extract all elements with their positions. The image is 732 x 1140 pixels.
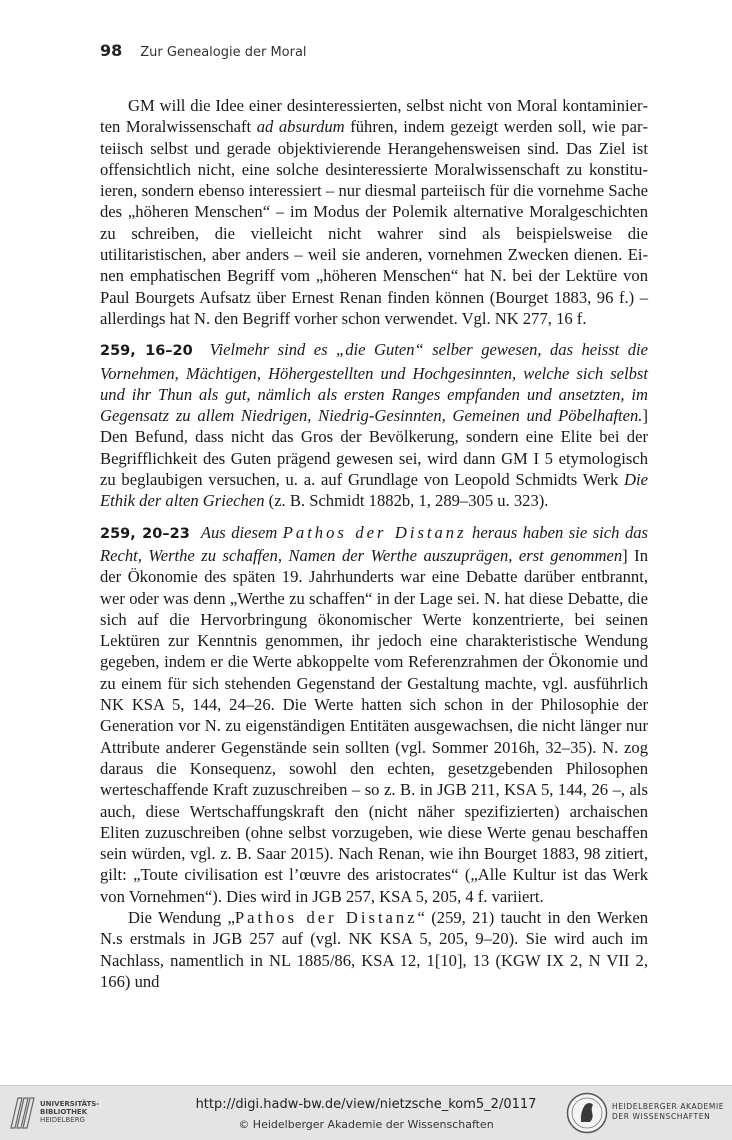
paragraph-intro — [100, 95, 648, 329]
spaced-phrase: Pathos der Distanz — [234, 907, 418, 927]
italic-title: Die Ethik der alten Griechen — [100, 470, 648, 511]
academy-line: HEIDELBERGER AKADEMIE — [612, 1102, 725, 1111]
lemma-reference: 259, 20–23 — [100, 525, 190, 542]
commentary-text: ] Den Befund, dass nicht das Gros der Bevölkerung, sondern eine Elite bei der Begrifflichkeit des Guten prägend gewesen sei, wird dann GM I 5 etymologisch zu beglaubigen versuchen, u. a. auf Grundlage von Leopold Schmidts Werk — [100, 406, 648, 490]
running-title: Zur Genealogie der Moral — [140, 45, 307, 60]
academy-name — [612, 1102, 724, 1122]
commentary-text: (z. B. Schmidt 1882b, 1, 289–305 u. 323). — [264, 491, 549, 511]
commentary-entry — [100, 522, 648, 907]
italic-phrase: ad absurdum — [256, 117, 345, 137]
paragraph-continuation — [100, 907, 648, 992]
running-head — [100, 41, 660, 65]
copyright-notice: © Heidelberger Akademie der Wissenschaften — [238, 1118, 494, 1131]
paragraph-text: Die Wendung „ — [128, 907, 235, 927]
page-number: 98 — [100, 41, 123, 60]
lemma-quote: heraus haben sie sich das Recht, Werthe zu schaffen, Namen der Werthe auszuprägen, erst genommen — [100, 522, 648, 565]
commentary-entry — [100, 339, 648, 511]
paragraph-text: GM will die Idee einer desinteressierten, selbst nicht von Moral kontaminierten Moralwissenschaft — [100, 96, 648, 137]
lemma-reference: 259, 16–20 — [100, 343, 193, 360]
ub-line: HEIDELBERG — [40, 1116, 85, 1124]
paragraph-text: führen, indem gezeigt werden soll, wie parteiisch selbst und gerade objektivierende Herangehensweisen sind. Das Ziel ist offensichtlich nicht, eine solche desinteressierte Moralwissenschaft zu konstituieren, sondern ebenso interessiert – nur diesmal parteiisch für die vornehme Sache des „höheren Menschen“ – im Modus der Polemik alternative Moralgeschichten zu schreiben, die vielleicht nicht wahrer sind als beispielsweise die utilitaristischen, aber anders – weil sie anderen, vornehmen Zwecken dienen. Einen emphatischen Begriff vom „höheren Menschen“ hat N. bei der Lektüre von Paul Bourgets Aufsatz über Ernest Renan finden können (Bourget 1883, 96 f.) – allerdings hat N. den Begriff vorher schon verwendet. Vgl. NK 277, 16 f. — [100, 117, 649, 328]
ub-line: BIBLIOTHEK — [40, 1108, 88, 1116]
lemma-quote: Aus diesem — [200, 522, 283, 542]
commentary-text: ] In der Ökonomie des späten 19. Jahrhunderts war eine Debatte darüber entbrannt, wer oder was denn „Werthe zu schaffen“ in der Lage sei. N. hat diese Debatte, die sich auf die Hervorbringung ökonomischer Werte konzentrierte, bei seinen Lektüren zur Kenntnis genommen, ihr jedoch eine charakteristische Wendung gegeben, indem er die Werte abkoppelte vom Referenzrahmen der Ökonomie und zu einem für sich stehenden Gegenstand der Gestaltung machte, vgl. ausführlich NK KSA 5, 144, 24–26. Die Werte hatten sich schon in der Philosophie der Generation vor N. zu eigenständigen Entitäten ausgewachsen, die nicht länger nur Attribute anderer Gegenstände sein sollten (vgl. Sommer 2016h, 32–35). N. zog daraus die Konsequenz, sowohl den echten, gesetzgebenden Philosophen werteschaffende Kraft zuzuschreiben – so z. B. in JGB 211, KSA 5, 144, 26 –, als auch, diese Wertschaffungskraft den (nicht näher spezifizierten) archaischen Eliten zuzuschreiben (ohne selbst vorzugeben, wie diese Werte genau beschaffen sein würden, vgl. z. B. Saar 2015). Nach Renan, wie ihn Bourget 1883, 98 zitiert, gilt: „Toute civilisation est l’œuvre des aristocrates“ („Alle Kultur ist das Werk von Vornehmen“). Dies wird in JGB 257, KSA 5, 205, 4 f. variiert. — [100, 545, 648, 906]
body-text — [100, 95, 648, 992]
source-url-link[interactable]: http://digi.hadw-bw.de/view/nietzsche_kom5_2/0117 — [195, 1097, 537, 1112]
academy-seal-icon — [566, 1092, 608, 1134]
ub-line: UNIVERSITÄTS- — [40, 1100, 100, 1108]
spaced-phrase: Pathos der Distanz — [282, 522, 467, 542]
lemma-quote: Vielmehr sind es „die Guten“ selber gewesen, das heisst die Vornehmen, Mächtigen, Höhergestellten und Hochgesinnten, welche sich selbst und ihr Thun als gut, nämlich als ersten Ranges empfanden und ansetzten, im Gegensatz zu allem Niedrigen, Niedrig-Gesinnten, Gemeinen und Pöbelhaften. — [100, 340, 649, 426]
academy-line: DER WISSENSCHAFTEN — [612, 1112, 711, 1121]
footer-bar — [0, 1085, 732, 1140]
paragraph-text: “ (259, 21) taucht in den Werken N.s erstmals in JGB 257 auf (vgl. NK KSA 5, 205, 9–20). Sie wird auch im Nachlass, namentlich in NL 1885/86, KSA 12, 1[10], 13 (KGW IX 2, N VII 2, 166) und — [100, 907, 648, 991]
